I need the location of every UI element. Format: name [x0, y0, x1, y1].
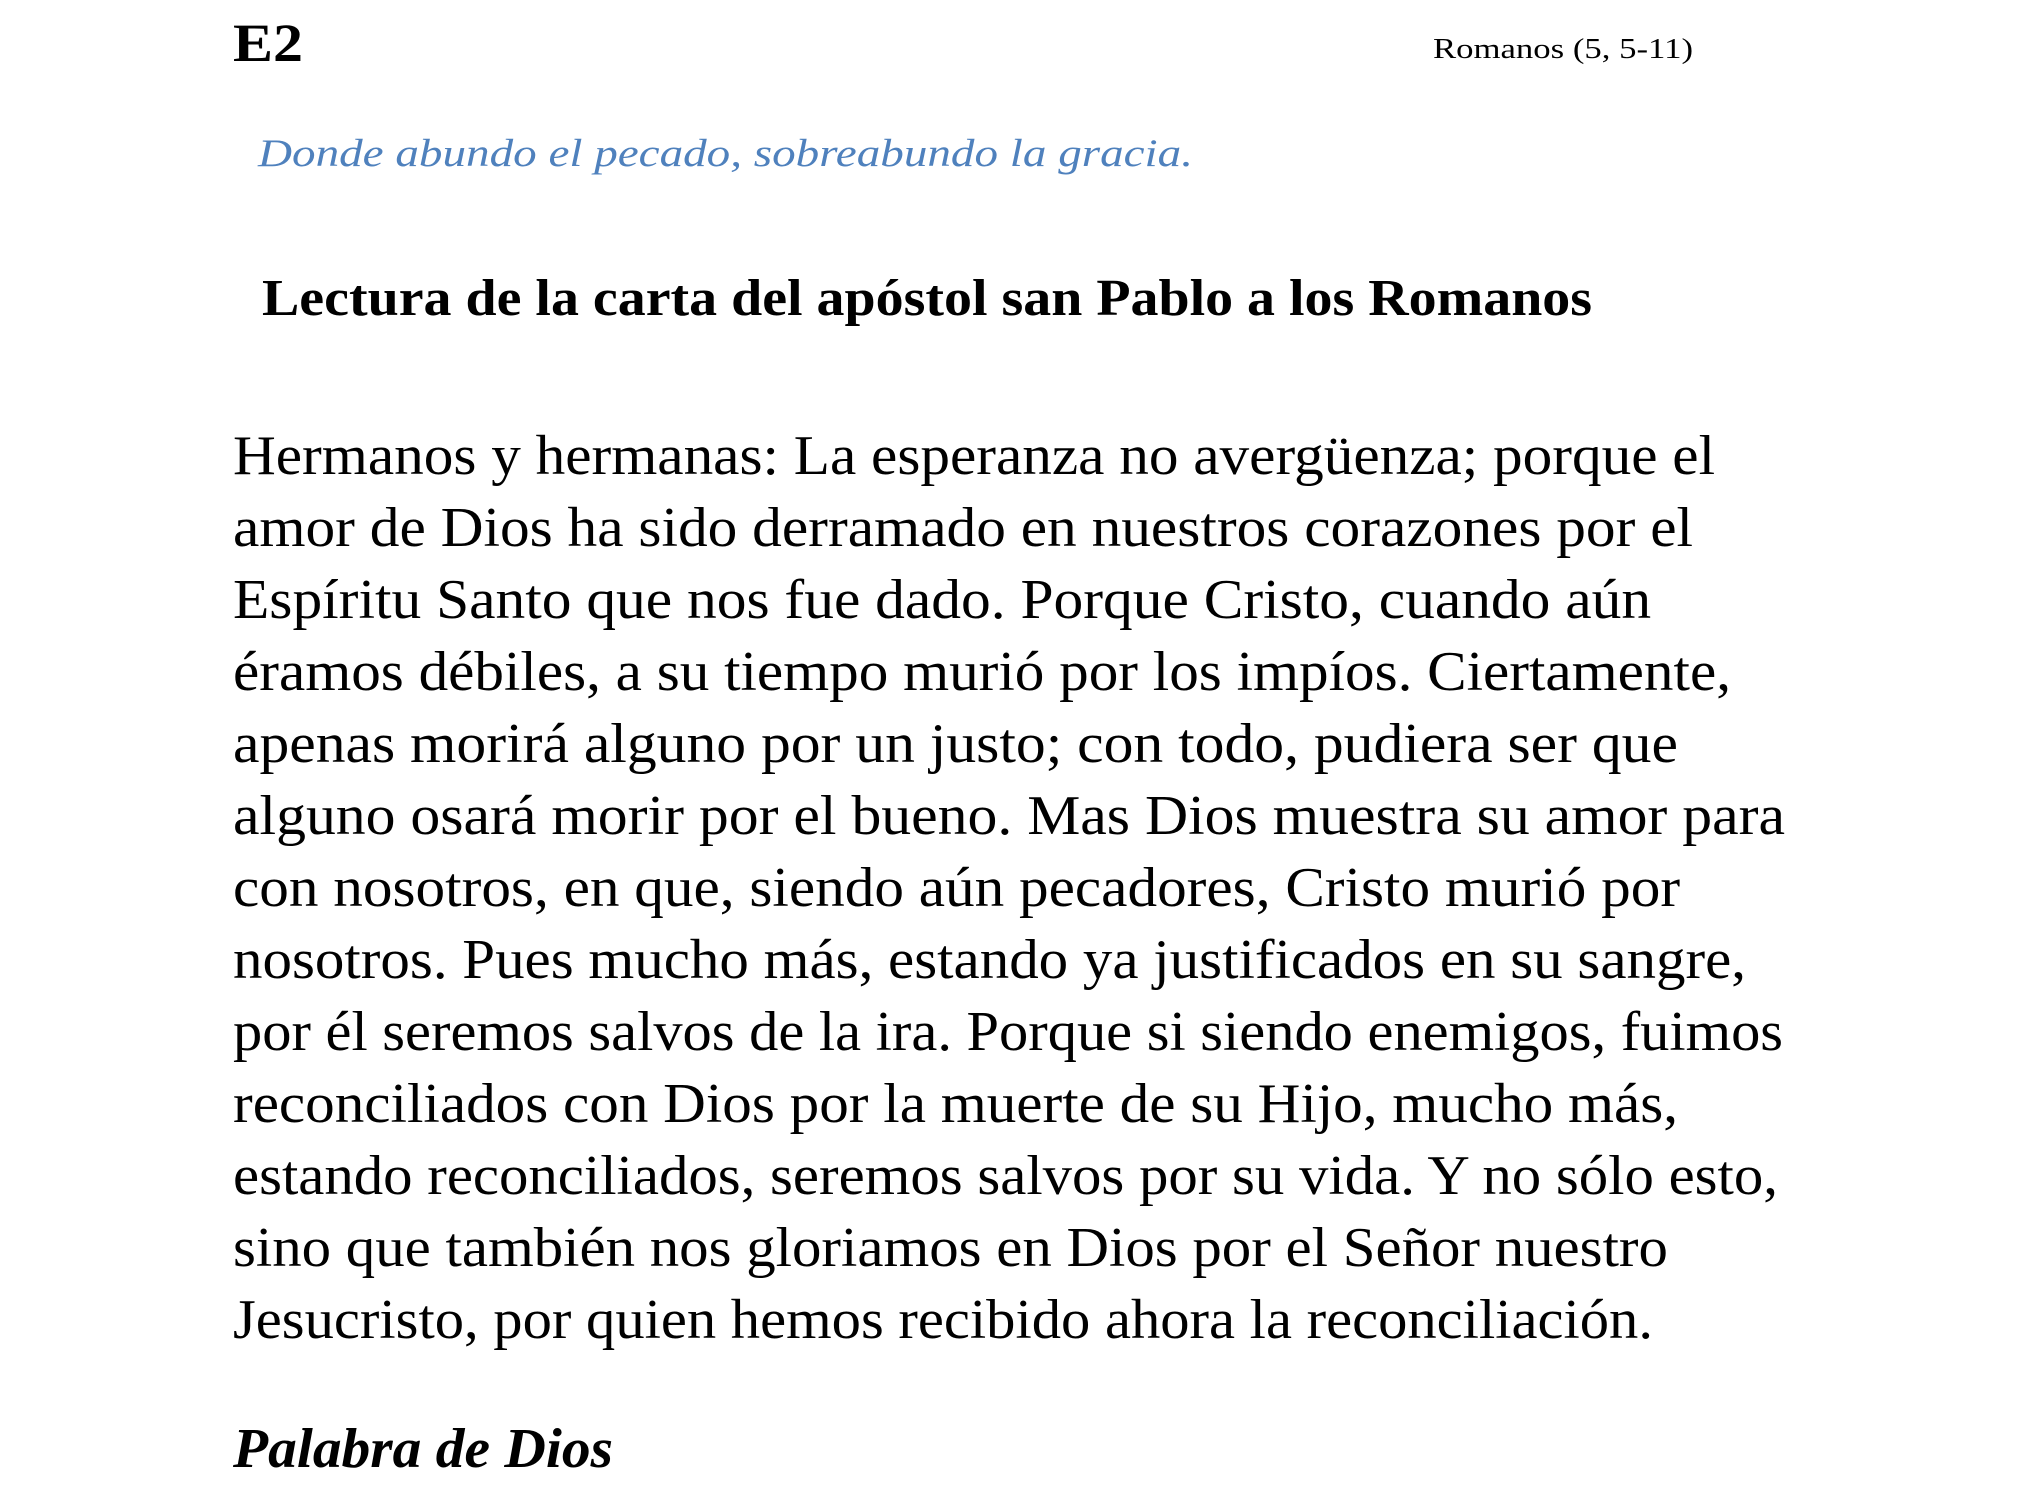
body-line: alguno osará morir por el bueno. Mas Dios muestra su amor para	[233, 785, 1785, 847]
body-line: por él seremos salvos de la ira. Porque si siendo enemigos, fuimos	[233, 1001, 1784, 1063]
closing-acclamation: Palabra de Dios	[233, 1418, 613, 1480]
body-line: Hermanos y hermanas: La esperanza no avergüenza; porque el	[233, 425, 1716, 487]
reading-heading: Lectura de la carta del apóstol san Pablo a los Romanos	[262, 270, 1593, 327]
reading-subtitle: Donde abundo el pecado, sobreabundo la gracia.	[258, 132, 1193, 175]
scripture-reference: Romanos (5, 5-11)	[1433, 34, 1694, 65]
body-line: nosotros. Pues mucho más, estando ya justificados en su sangre,	[233, 929, 1746, 991]
reading-label: E2	[233, 13, 304, 73]
body-line: amor de Dios ha sido derramado en nuestros corazones por el	[233, 497, 1694, 559]
body-line: reconciliados con Dios por la muerte de su Hijo, mucho más,	[233, 1073, 1679, 1135]
body-line: éramos débiles, a su tiempo murió por los impíos. Ciertamente,	[233, 641, 1731, 703]
body-line: con nosotros, en que, siendo aún pecadores, Cristo murió por	[233, 857, 1681, 919]
body-line: estando reconciliados, seremos salvos por su vida. Y no sólo esto,	[233, 1145, 1778, 1207]
body-line: Jesucristo, por quien hemos recibido ahora la reconciliación.	[233, 1289, 1653, 1351]
body-line: apenas morirá alguno por un justo; con todo, pudiera ser que	[233, 713, 1678, 775]
body-line: Espíritu Santo que nos fue dado. Porque Cristo, cuando aún	[233, 569, 1652, 631]
body-line: sino que también nos gloriamos en Dios por el Señor nuestro	[233, 1217, 1668, 1279]
